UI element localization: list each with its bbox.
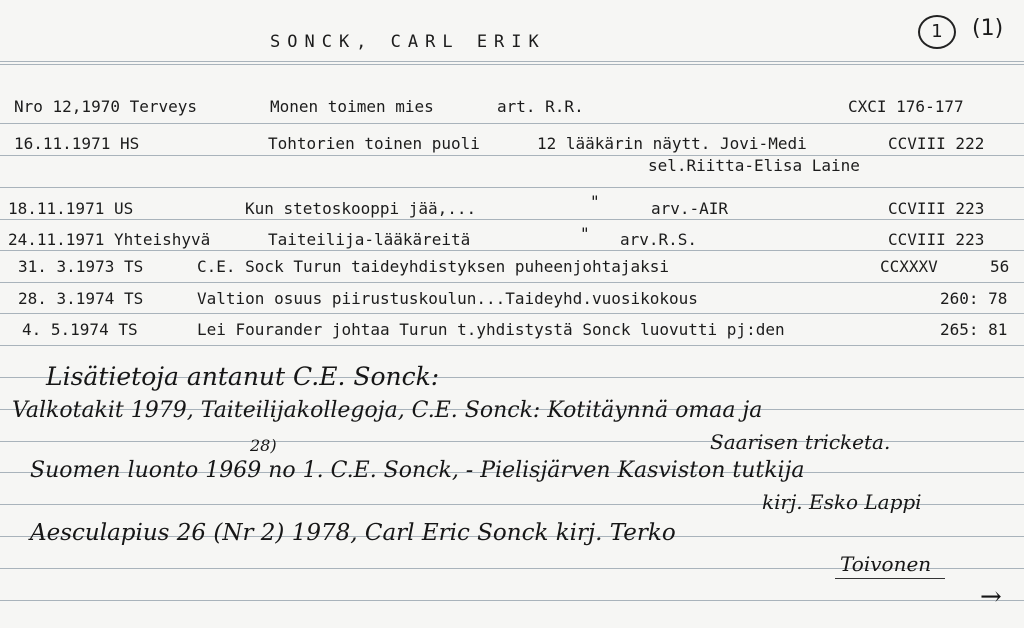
continue-arrow-icon: → <box>980 582 1002 612</box>
entry-note: arv.-AIR <box>651 199 729 218</box>
entry-source: 24.11.1971 Yhteishyvä <box>8 230 211 249</box>
entry-source: 31. 3.1973 TS <box>18 257 144 276</box>
ditto-mark: " <box>580 224 590 243</box>
paren-number: (1) <box>972 16 1004 41</box>
entry-ref: 260: 78 <box>940 289 1008 308</box>
entry-ref-page: 56 <box>990 257 1010 276</box>
entry-title: Tohtorien toinen puoli <box>268 134 480 153</box>
entry-title: Lei Fourander johtaa Turun t.yhdistystä Sonck luovutti pj:den <box>197 320 785 339</box>
entry-ref: CCVIII 223 <box>888 230 985 249</box>
entry-note: 12 lääkärin näytt. Jovi-Medi <box>537 134 807 153</box>
entry-title: Valtion osuus piirustuskoulun...Taideyhd.vuosikokous <box>197 289 698 308</box>
entry-source: Nro 12,1970 Terveys <box>14 97 198 116</box>
entry-note-line2: sel.Riitta-Elisa Laine <box>648 156 860 175</box>
handwritten-underline <box>835 578 945 579</box>
entry-title: C.E. Sock Turun taideyhdistyksen puheenjohtajaksi <box>197 257 670 276</box>
handwritten-line: Saarisen tricketa. <box>710 430 891 454</box>
entry-source: 18.11.1971 US <box>8 199 134 218</box>
handwritten-heading: Lisätietoja antanut C.E. Sonck: <box>46 362 440 391</box>
handwritten-line: kirj. Esko Lappi <box>762 490 922 514</box>
circled-number: 1 <box>918 15 956 49</box>
entry-ref: CCVIII 222 <box>888 134 985 153</box>
handwritten-number: 28) <box>250 436 277 455</box>
entry-source: 16.11.1971 HS <box>14 134 140 153</box>
entry-ref: CCVIII 223 <box>888 199 985 218</box>
entry-source: 28. 3.1974 TS <box>18 289 144 308</box>
handwritten-line: Valkotakit 1979, Taiteilijakollegoja, C.E. Sonck: Kotitäynnä omaa ja <box>12 398 763 423</box>
handwritten-line: Aesculapius 26 (Nr 2) 1978, Carl Eric Sonck kirj. Terko <box>30 520 676 546</box>
entry-title: Kun stetoskooppi jää,... <box>245 199 477 218</box>
card-title: SONCK, CARL ERIK <box>270 32 546 52</box>
handwritten-line: Toivonen <box>840 552 932 576</box>
entry-ref: 265: 81 <box>940 320 1008 339</box>
handwritten-line: Suomen luonto 1969 no 1. C.E. Sonck, - Pielisjärven Kasviston tutkija <box>30 458 805 483</box>
ditto-mark: " <box>590 192 600 211</box>
entry-note: arv.R.S. <box>620 230 698 249</box>
entry-title: Taiteilija-lääkäreitä <box>268 230 471 249</box>
entry-ref: CCXXXV <box>880 257 938 276</box>
entry-note: art. R.R. <box>497 97 584 116</box>
entry-title: Monen toimen mies <box>270 97 434 116</box>
entry-ref: CXCI 176-177 <box>848 97 964 116</box>
entry-source: 4. 5.1974 TS <box>22 320 138 339</box>
